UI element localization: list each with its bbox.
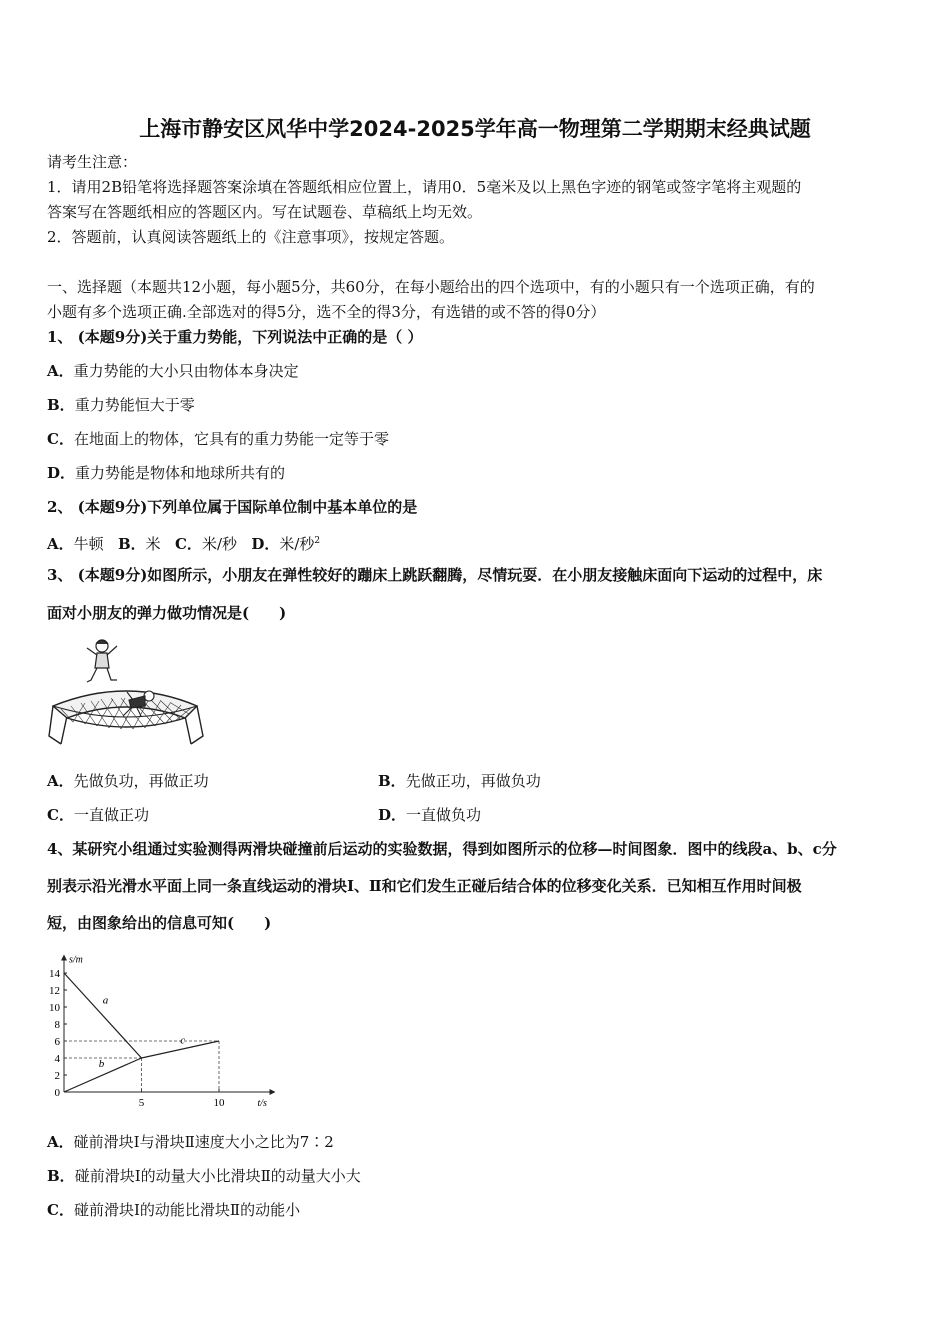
q4-stem-b: 别表示沿光滑水平面上同一条直线运动的滑块Ⅰ、Ⅱ和它们发生正碰后结合体的位移变化关系．已知相互作用时间极	[47, 877, 802, 895]
trampoline-figure	[47, 636, 207, 748]
q1-option-d: D．重力势能是物体和地球所共有的	[47, 464, 286, 482]
q4-option-a: A．碰前滑块Ⅰ与滑块Ⅱ速度大小之比为7∶2	[47, 1133, 334, 1151]
q3-option-a: A．先做负功，再做正功	[47, 772, 209, 790]
y-tick-label: 0	[54, 1087, 60, 1099]
child-figure	[87, 640, 117, 682]
q3-stem-b: 面对小朋友的弹力做功情况是( )	[47, 604, 287, 622]
q4-option-c: C．碰前滑块Ⅰ的动能比滑块Ⅱ的动能小	[47, 1201, 301, 1219]
q1-option-a: A．重力势能的大小只由物体本身决定	[47, 362, 299, 380]
q4-stem-a: 4、某研究小组通过实验测得两滑块碰撞前后运动的实验数据，得到如图所示的位移—时间图象．图中的线段a、b、c分	[47, 840, 837, 858]
notice-item-1a: 1．请用2B铅笔将选择题答案涂填在答题纸相应位置上，请用0．5毫米及以上黑色字迹的钢笔或签字笔将主观题的	[47, 178, 802, 196]
series-label-a: a	[102, 994, 109, 1007]
q1-stem: 1、 (本题9分)关于重力势能，下列说法中正确的是（ ）	[47, 328, 423, 346]
y-tick-label: 12	[49, 985, 60, 997]
y-axis-label: s/m	[69, 954, 83, 966]
series-line-a	[64, 973, 142, 1058]
y-tick-label: 6	[54, 1036, 60, 1048]
series-label-b: b	[98, 1058, 105, 1070]
q4-option-b: B．碰前滑块Ⅰ的动量大小比滑块Ⅱ的动量大小大	[47, 1167, 361, 1185]
y-tick-label: 8	[54, 1019, 60, 1031]
notice-item-1b: 答案写在答题纸相应的答题区内。写在试题卷、草稿纸上均无效。	[47, 203, 483, 221]
q2-options: A．牛顿 B．米 C．米/秒 D．米/秒$^2$	[47, 535, 321, 553]
displacement-time-chart	[40, 946, 280, 1114]
y-tick-label: 4	[54, 1053, 60, 1065]
notice-item-2: 2．答题前，认真阅读答题纸上的《注意事项》，按规定答题。	[47, 228, 455, 246]
q1-option-c: C．在地面上的物体，它具有的重力势能一定等于零	[47, 430, 389, 448]
section-intro-a: 一、选择题（本题共12小题，每小题5分，共60分，在每小题给出的四个选项中，有的小题只有一个选项正确，有的	[47, 278, 815, 296]
y-tick-label: 2	[54, 1070, 60, 1082]
q3-stem-a: 3、 (本题9分)如图所示，小朋友在弹性较好的蹦床上跳跃翻腾，尽情玩耍．在小朋友接触床面向下运动的过程中，床	[47, 566, 823, 584]
x-axis-arrow	[270, 1089, 276, 1095]
notice-heading: 请考生注意：	[47, 153, 138, 171]
q1-option-b: B．重力势能恒大于零	[47, 396, 195, 414]
q3-option-b: B．先做正功，再做负功	[378, 772, 541, 790]
q4-stem-c: 短，由图象给出的信息可知( )	[47, 914, 272, 932]
x-tick-label: 5	[138, 1097, 145, 1109]
q3-option-c: C．一直做正功	[47, 806, 149, 824]
page-title: 上海市静安区风华中学2024-2025学年高一物理第二学期期末经典试题	[139, 117, 811, 141]
q2-stem: 2、 (本题9分)下列单位属于国际单位制中基本单位的是	[47, 498, 418, 516]
y-axis-arrow	[61, 955, 67, 961]
series-label-c: c	[180, 1034, 186, 1047]
x-axis-label: t/s	[257, 1098, 267, 1109]
x-tick-label: 10	[213, 1097, 225, 1109]
section-intro-b: 小题有多个选项正确.全部选对的得5分，选不全的得3分，有选错的或不答的得0分）	[47, 303, 606, 321]
y-tick-label: 14	[49, 968, 60, 980]
q3-option-d: D．一直做负功	[378, 806, 482, 824]
y-tick-label: 10	[49, 1002, 60, 1014]
